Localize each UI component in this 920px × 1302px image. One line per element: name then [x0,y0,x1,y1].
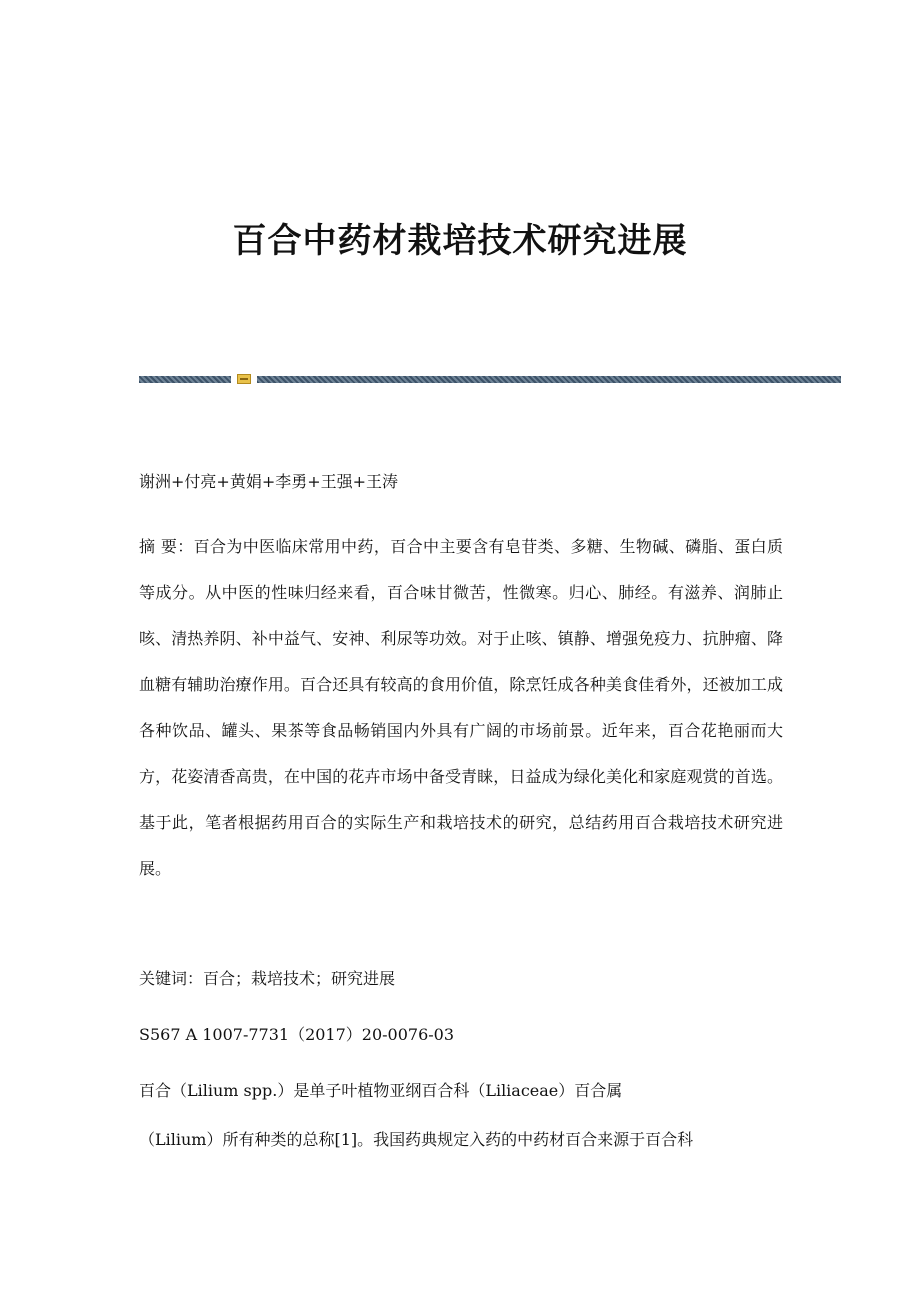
divider-emblem-icon [237,374,251,384]
abstract-paragraph: 摘 要：百合为中医临床常用中药，百合中主要含有皂苷类、多糖、生物碱、磷脂、蛋白质等成分。从中医的性味归经来看，百合味甘微苦，性微寒。归心、肺经。有滋养、润肺止咳、清热养阴、补中益气、安神、利尿等功效。对于止咳、镇静、增强免疫力、抗肿瘤、降血糖有辅助治療作用。百合还具有较高的食用价值，除烹饪成各种美食佳肴外，还被加工成各种饮品、罐头、果茶等食品畅销国内外具有广阔的市场前景。近年来，百合花艳丽而大方，花姿清香高贵，在中国的花卉市场中备受青睐，日益成为绿化美化和家庭观赏的首选。基于此，笔者根据药用百合的实际生产和栽培技术的研究，总结药用百合栽培技术研究进展。 [139,537,783,878]
document-title: 百合中药材栽培技术研究进展 [232,221,688,261]
keywords-line: 关键词：百合；栽培技术；研究进展 [139,969,396,988]
body-text-line: 百合（Lilium spp.）是单子叶植物亚纲百合科（Liliaceae）百合属 [139,1081,623,1100]
classification-codes: S567 A 1007-7731（2017）20-0076-03 [139,1025,455,1044]
divider-bar-right [257,376,841,383]
title-divider [139,374,841,384]
body-text-line: （Lilium）所有种类的总称[1]。我国药典规定入药的中药材百合来源于百合科 [139,1130,694,1149]
author-list: 谢洲+付亮+黄娟+李勇+王强+王涛 [139,472,399,491]
divider-bar-left [139,376,231,383]
